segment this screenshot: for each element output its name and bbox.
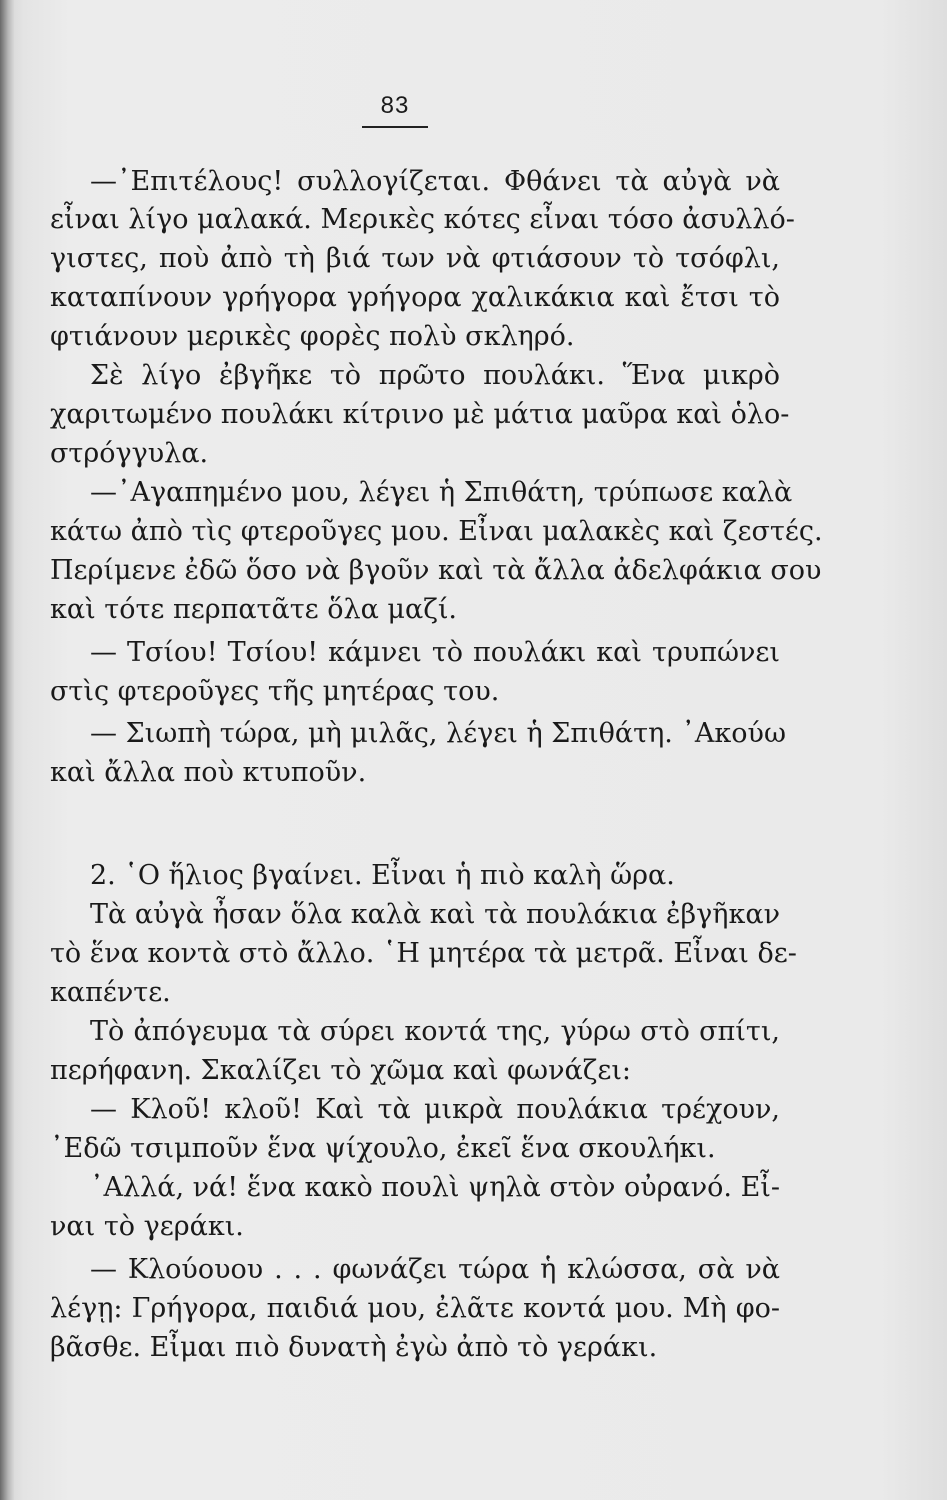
text-line: βᾶσθε. Εἶμαι πιὸ δυνατὴ ἐγὼ ἀπὸ τὸ γεράκι. bbox=[50, 1332, 658, 1363]
text-line: — Κλοῦ! κλοῦ! Καὶ τὰ μικρὰ πουλάκια τρέχουν, bbox=[90, 1094, 780, 1125]
text-line: ᾿Αλλά, νά! ἕνα κακὸ πουλὶ ψηλὰ στὸν οὐρανό. Εἶ- bbox=[90, 1172, 780, 1203]
text-line: ᾿Εδῶ τσιμποῦν ἕνα ψίχουλο, ἐκεῖ ἕνα σκουλήκι. bbox=[50, 1133, 716, 1164]
text-line: γιστες, ποὺ ἀπὸ τὴ βιά των νὰ φτιάσουν τὸ τσόφλι, bbox=[50, 243, 780, 274]
text-line: φτιάνουν μερικὲς φορὲς πολὺ σκληρό. bbox=[50, 321, 575, 352]
text-line: λέγῃ: Γρήγορα, παιδιά μου, ἐλᾶτε κοντά μου. Μὴ φο- bbox=[50, 1293, 780, 1324]
page-number: 83 bbox=[380, 92, 410, 119]
text-line: —᾿Επιτέλους! συλλογίζεται. Φθάνει τὰ αὐγὰ νὰ bbox=[90, 166, 780, 197]
text-line: — Σιωπὴ τώρα, μὴ μιλᾶς, λέγει ἡ Σπιθάτη. ᾿Ακούω bbox=[90, 718, 786, 749]
text-line: Τὰ αὐγὰ ἦσαν ὅλα καλὰ καὶ τὰ πουλάκια ἐβγῆκαν bbox=[90, 899, 780, 930]
text-line: κάτω ἀπὸ τὶς φτεροῦγες μου. Εἶναι μαλακὲς καὶ ζεστές. bbox=[50, 516, 823, 547]
text-line: περήφανη. Σκαλίζει τὸ χῶμα καὶ φωνάζει: bbox=[50, 1055, 632, 1086]
section-heading-line: 2. ῾Ο ἥλιος βγαίνει. Εἶναι ἡ πιὸ καλὴ ὥρα. bbox=[90, 860, 675, 891]
text-line: — Τσίου! Τσίου! κάμνει τὸ πουλάκι καὶ τρυπώνει bbox=[90, 637, 780, 668]
text-line: καταπίνουν γρήγορα γρήγορα χαλικάκια καὶ ἔτσι τὸ bbox=[50, 282, 780, 313]
text-line: καὶ τότε περπατᾶτε ὅλα μαζί. bbox=[50, 594, 458, 625]
page-edge-shadow bbox=[0, 0, 14, 1500]
text-line: καὶ ἄλλα ποὺ κτυποῦν. bbox=[50, 757, 367, 788]
text-line: καπέντε. bbox=[50, 977, 171, 1008]
text-line: Σὲ λίγο ἐβγῆκε τὸ πρῶτο πουλάκι. Ἕνα μικρὸ bbox=[90, 360, 780, 391]
text-line: τὸ ἕνα κοντὰ στὸ ἄλλο. ῾Η μητέρα τὰ μετρᾶ. Εἶναι δε- bbox=[50, 938, 797, 969]
text-line: Περίμενε ἐδῶ ὅσο νὰ βγοῦν καὶ τὰ ἄλλα ἀδελφάκια σου bbox=[50, 555, 822, 586]
page-number-rule bbox=[362, 126, 428, 128]
text-line: στὶς φτεροῦγες τῆς μητέρας του. bbox=[50, 676, 500, 707]
text-line: —᾿Αγαπημένο μου, λέγει ἡ Σπιθάτη, τρύπωσε καλὰ bbox=[90, 477, 793, 508]
text-line: — Κλούουου . . . φωνάζει τώρα ἡ κλώσσα, σὰ νὰ bbox=[90, 1254, 780, 1285]
text-line: εἶναι λίγο μαλακά. Μερικὲς κότες εἶναι τόσο ἀσυλλό- bbox=[50, 204, 795, 235]
text-line: ναι τὸ γεράκι. bbox=[50, 1211, 244, 1242]
text-line: Τὸ ἀπόγευμα τὰ σύρει κοντά της, γύρω στὸ σπίτι, bbox=[90, 1016, 780, 1047]
text-line: χαριτωμένο πουλάκι κίτρινο μὲ μάτια μαῦρα καὶ ὁλο- bbox=[50, 399, 790, 430]
text-line: στρόγγυλα. bbox=[50, 438, 209, 469]
